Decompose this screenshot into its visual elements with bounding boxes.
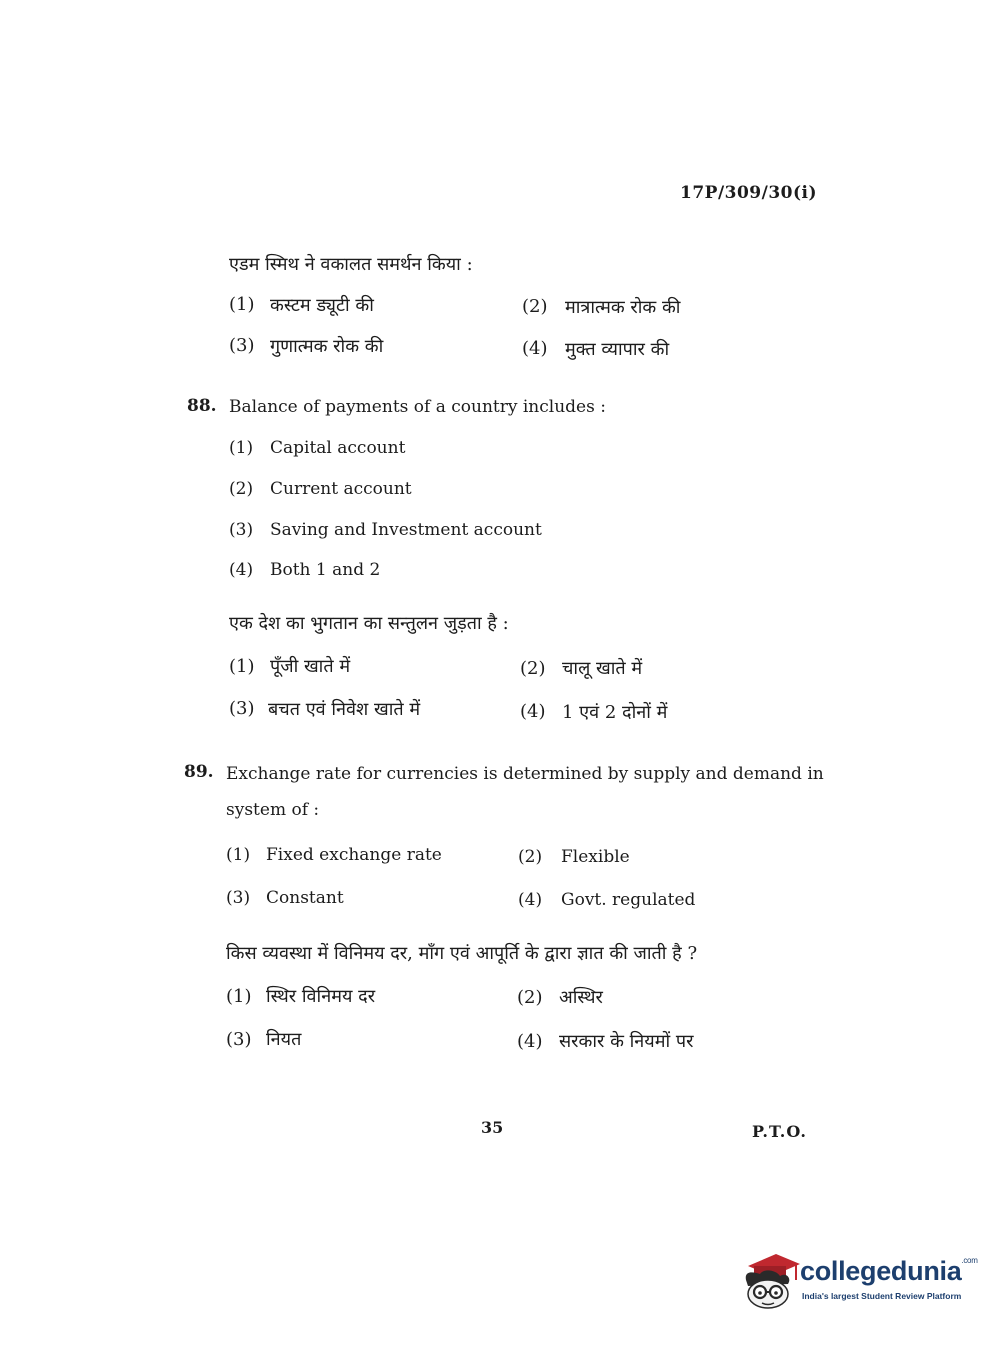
q88-hindi-option-2-text: चालू खाते में	[562, 658, 643, 679]
q87-hindi-option-4-text: मुक्त व्यापार की	[565, 339, 670, 360]
q89-option-4-num: (4)	[518, 890, 543, 910]
q89-hindi-option-4-text: सरकार के नियमों पर	[559, 1031, 694, 1052]
q88-hindi-option-4-text: 1 एवं 2 दोनों में	[562, 702, 668, 723]
q89-option-3-num: (3)	[226, 888, 251, 908]
q87-hindi-option-1-num: (1)	[229, 294, 255, 315]
q89-hindi-option-2-num: (2)	[517, 987, 543, 1008]
q89-option-3-text: Constant	[266, 888, 344, 908]
q87-hindi-stem: एडम स्मिथ ने वकालत समर्थन किया :	[229, 254, 473, 275]
q87-hindi-option-1-text: कस्टम ड्यूटी की	[270, 295, 374, 316]
q88-number: 88.	[187, 396, 217, 416]
paper-code: 17P/309/30(i)	[680, 183, 818, 203]
q88-hindi-option-2-num: (2)	[520, 658, 546, 679]
q87-hindi-option-3-num: (3)	[229, 335, 255, 356]
q89-hindi-option-4-num: (4)	[517, 1031, 543, 1052]
q89-hindi-option-3-num: (3)	[226, 1029, 252, 1050]
q89-hindi-option-1-num: (1)	[226, 986, 252, 1007]
q89-stem-line-1: Exchange rate for currencies is determined by supply and demand in	[226, 764, 824, 784]
logo-tagline: India's largest Student Review Platform	[802, 1291, 962, 1301]
q87-hindi-option-2-text: मात्रात्मक रोक की	[565, 297, 681, 318]
collegedunia-logo	[740, 1250, 978, 1312]
q87-hindi-option-2-num: (2)	[522, 296, 548, 317]
q88-hindi-option-3-num: (3)	[229, 698, 255, 719]
q89-option-2-text: Flexible	[561, 847, 630, 867]
q88-option-2-text: Current account	[270, 479, 412, 499]
q89-hindi-option-1-text: स्थिर विनिमय दर	[266, 986, 376, 1007]
pto-label: P.T.O.	[752, 1122, 807, 1141]
logo-domain-suffix: .com	[961, 1256, 978, 1265]
q88-hindi-option-1-num: (1)	[229, 656, 255, 677]
logo-wordmark: collegedunia	[800, 1256, 962, 1286]
q88-option-3-text: Saving and Investment account	[270, 520, 542, 540]
q87-hindi-option-4-num: (4)	[522, 338, 548, 359]
q88-stem: Balance of payments of a country includes :	[229, 397, 606, 417]
q88-option-1-num: (1)	[229, 438, 254, 458]
q88-hindi-stem: एक देश का भुगतान का सन्तुलन जुड़ता है :	[229, 613, 509, 634]
q88-option-4-num: (4)	[229, 560, 254, 580]
q88-option-4-text: Both 1 and 2	[270, 560, 381, 580]
q89-hindi-stem: किस व्यवस्था में विनिमय दर, माँग एवं आपूर्ति के द्वारा ज्ञात की जाती है ?	[226, 943, 698, 964]
q88-option-2-num: (2)	[229, 479, 254, 499]
q88-option-3-num: (3)	[229, 520, 254, 540]
mascot-icon	[740, 1250, 800, 1312]
q88-hindi-option-4-num: (4)	[520, 701, 546, 722]
q89-option-4-text: Govt. regulated	[561, 890, 696, 910]
q89-hindi-option-3-text: नियत	[266, 1029, 302, 1050]
q89-number: 89.	[184, 762, 214, 782]
q87-hindi-option-3-text: गुणात्मक रोक की	[270, 336, 384, 357]
q89-option-1-text: Fixed exchange rate	[266, 845, 442, 865]
q89-stem-line-2: system of :	[226, 800, 320, 820]
q88-option-1-text: Capital account	[270, 438, 406, 458]
page-number: 35	[481, 1118, 504, 1137]
q89-option-2-num: (2)	[518, 847, 543, 867]
q89-option-1-num: (1)	[226, 845, 251, 865]
q89-hindi-option-2-text: अस्थिर	[559, 987, 603, 1008]
q88-hindi-option-3-text: बचत एवं निवेश खाते में	[268, 699, 421, 720]
q88-hindi-option-1-text: पूँजी खाते में	[270, 656, 351, 677]
